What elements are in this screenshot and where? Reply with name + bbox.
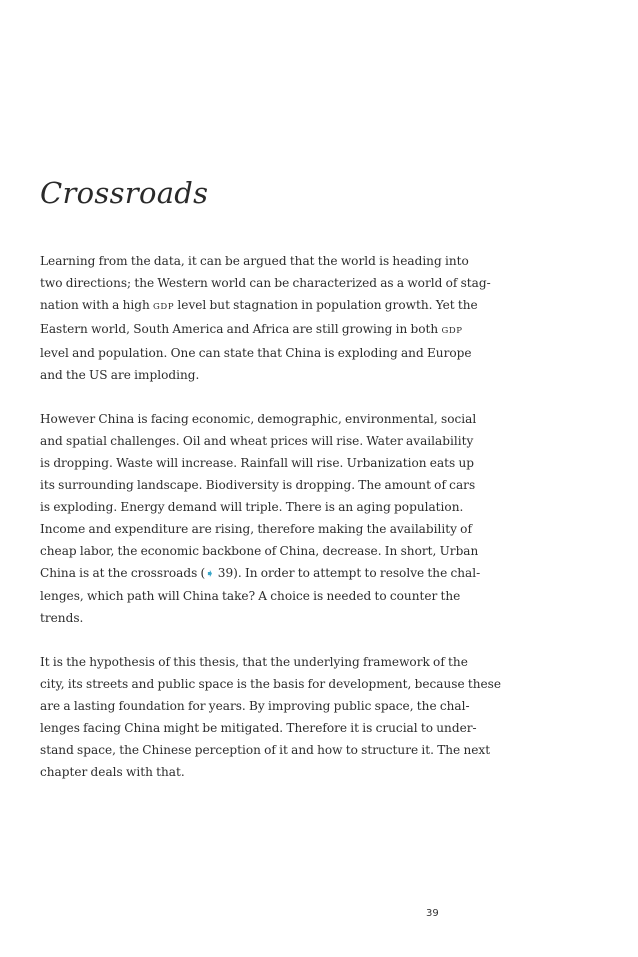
text-line: city, its streets and public space is the basis for development, because these: [40, 677, 502, 691]
text-line: two directions; the Western world can be characterized as a world of stag-: [40, 276, 491, 290]
small-caps-abbr: GDP: [153, 302, 175, 312]
body-text: [40, 250, 502, 805]
text-line: However China is facing economic, demographic, environmental, social: [40, 412, 477, 426]
text-line: and the US are imploding.: [40, 368, 200, 382]
text-line: and spatial challenges. Oil and wheat prices will rise. Water availability: [40, 434, 474, 448]
text-line: trends.: [40, 611, 84, 625]
text-line: Learning from the data, it can be argued that the world is heading into: [40, 254, 469, 268]
text-line: China is at the crossroads (➧ 39). In order to attempt to resolve the chal-: [40, 566, 481, 580]
text-line: lenges, which path will China take? A choice is needed to counter the: [40, 589, 461, 603]
reference-arrow-icon: ➧: [205, 567, 215, 580]
text-line: is exploding. Energy demand will triple. There is an aging population.: [40, 500, 464, 514]
text-line: lenges facing China might be mitigated. Therefore it is crucial to under-: [40, 721, 477, 735]
paragraph: [40, 250, 491, 386]
text-line: cheap labor, the economic backbone of China, decrease. In short, Urban: [40, 544, 479, 558]
page-number: 39: [426, 908, 439, 919]
text-line: stand space, the Chinese perception of it and how to structure it. The next: [40, 743, 491, 757]
text-line: Income and expenditure are rising, therefore making the availability of: [40, 522, 472, 536]
text-line: It is the hypothesis of this thesis, that the underlying framework of the: [40, 655, 468, 669]
text-line: chapter deals with that.: [40, 765, 185, 779]
paragraph: [40, 651, 502, 783]
paragraph: [40, 408, 481, 629]
small-caps-abbr: GDP: [441, 326, 463, 336]
text-line: its surrounding landscape. Biodiversity is dropping. The amount of cars: [40, 478, 476, 492]
text-line: level and population. One can state that China is exploding and Europe: [40, 346, 472, 360]
page-title: Crossroads: [40, 176, 209, 210]
text-line: are a lasting foundation for years. By improving public space, the chal-: [40, 699, 470, 713]
text-line: nation with a high GDP level but stagnation in population growth. Yet the: [40, 298, 478, 312]
text-line: Eastern world, South America and Africa are still growing in both GDP: [40, 322, 463, 336]
text-line: is dropping. Waste will increase. Rainfall will rise. Urbanization eats up: [40, 456, 475, 470]
